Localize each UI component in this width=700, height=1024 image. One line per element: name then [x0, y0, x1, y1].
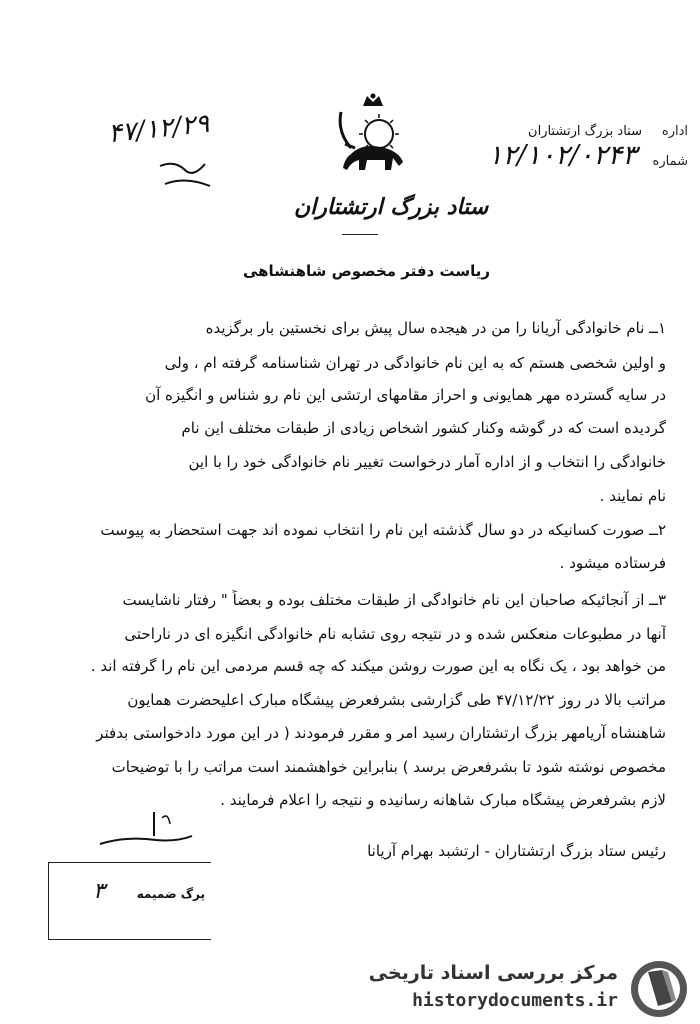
organization-title: ستاد بزرگ ارتشتاران	[294, 194, 489, 220]
number-label: شماره	[652, 154, 688, 169]
body-line-10: آنها در مطبوعات منعکس شده و در نتیجه روی تشابه نام خانوادگی انگیزه ای در ناراحتی	[124, 625, 666, 643]
signature-line: رئیس ستاد بزرگ ارتشتاران - ارتشبد بهرام آریانا	[367, 842, 666, 860]
title-underline	[342, 234, 378, 235]
body-line-11: من خواهد بود ، یک نگاه به این صورت روشن میکند که چه قسم مردمی این نام را گرفته اند .	[90, 657, 666, 675]
enclosure-count: ۳	[93, 879, 105, 904]
handwritten-signature	[96, 806, 196, 856]
body-line-7: ۲ــ صورت کسانیکه در دو سال گذشته این نام را انتخاب نموده اند جهت استحضار به پیوست	[100, 521, 666, 539]
body-line-14: مخصوص نوشته شود تا بشرفعرض برسد ) بنابراین خواهشمند است مراتب را با توضیحات	[111, 758, 666, 776]
body-line-4: گردیده است که در گوشه وکنار کشور اشخاص زیادی از طبقات مختلف این نام	[181, 419, 666, 437]
body-line-13: شاهنشاه آریامهر بزرگ ارتشتاران رسید امر و مقرر فرمودند ( در این مورد دادخواستی بدفتر	[96, 724, 666, 742]
body-line-1: ۱ــ نام خانوادگی آریانا را من در هیجده سال پیش برای نخستین بار برگزیده	[205, 319, 666, 337]
body-line-12: مراتب بالا در روز ۴۷/۱۲/۲۲ طی گزارشی بشرفعرض پیشگاه مبارک اعلیحضرت همایون	[127, 691, 666, 709]
body-line-15: لازم بشرفعرض پیشگاه مبارک شاهانه رسانیده و نتیجه را اعلام فرمایند .	[220, 791, 666, 809]
body-line-8: فرستاده میشود .	[559, 554, 666, 572]
body-line-3: در سایه گسترده مهر همایونی و احراز مقامهای ارتشی این نام رو شناس و انگیزه آن	[145, 386, 666, 404]
enclosure-stamp-box	[48, 862, 211, 940]
body-line-2: و اولین شخصی هستم که به این نام خانوادگی در تهران شناسنامه گرفته ام ، ولی	[164, 354, 666, 372]
lion-and-sun-emblem-icon	[333, 92, 413, 182]
handwritten-date: ۴۷/۱۲/۲۹	[106, 108, 211, 150]
office-label: اداره	[661, 124, 688, 139]
archive-name: مرکز بررسی اسناد تاریخی	[368, 962, 618, 984]
enclosure-label: پرگ ضمیمه	[136, 887, 205, 901]
letter-number: ۱۲/۱۰۲/۰۲۴۳	[488, 140, 637, 171]
body-line-9: ۳ــ از آنجائیکه صاحبان این نام خانوادگی از طبقات مختلف بوده و بعضاً " رفتار ناشایست	[122, 591, 666, 609]
body-line-6: نام نمایند .	[599, 487, 666, 505]
archive-logo-icon	[628, 958, 690, 1020]
addressee: ریاست دفتر مخصوص شاهنشاهی	[242, 262, 490, 280]
date-flourish-mark	[155, 156, 215, 196]
office-value: ستاد بزرگ ارتشتاران	[528, 124, 642, 139]
archive-url: historydocuments.ir	[412, 990, 618, 1011]
body-line-5: خانوادگی را انتخاب و از اداره آمار درخواست تغییر نام خانوادگی خود را با این	[188, 453, 666, 471]
